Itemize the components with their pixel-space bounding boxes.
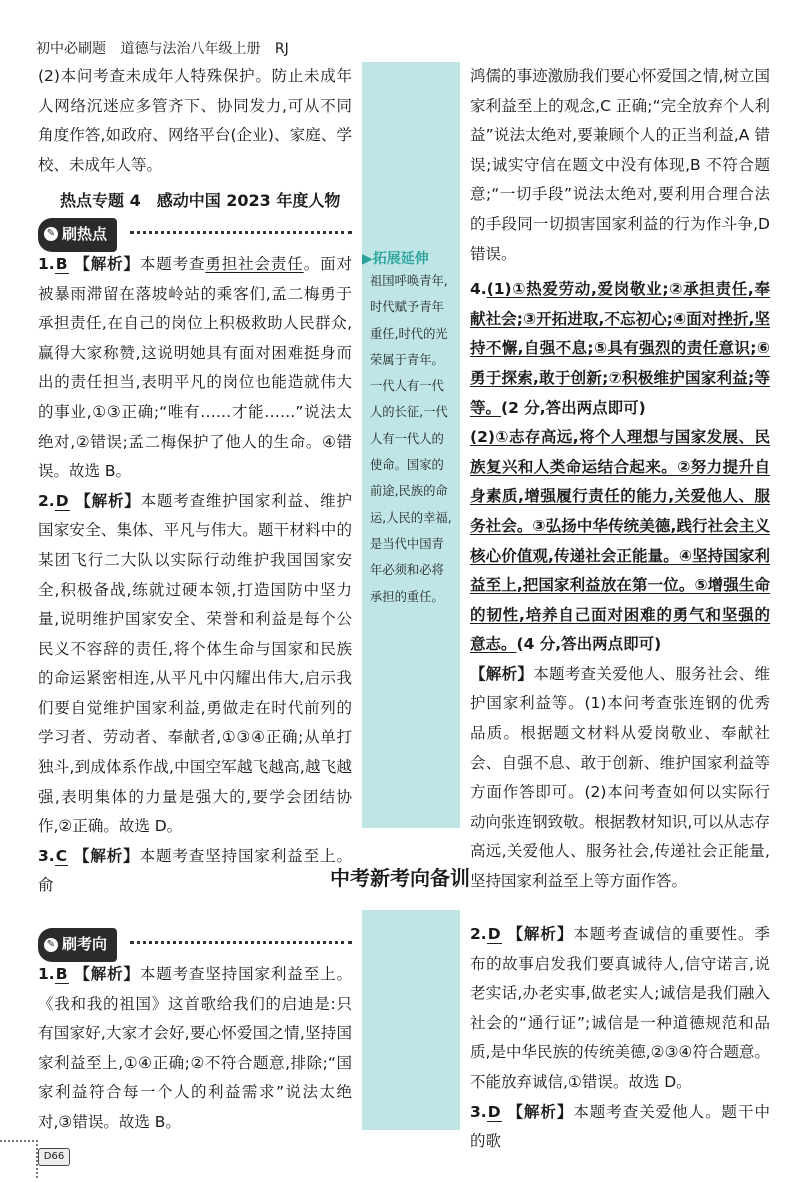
left-column-bottom <box>38 928 352 1138</box>
answer-letter: B <box>55 254 68 273</box>
answer-letter: D <box>487 1102 501 1121</box>
sidebar-text: 祖国呼唤青年,时代赋予青年重任,时代的光荣属于青年。一代人有一代人的长征,一代人有一代人的使命。国家的前途,民族的命运,人民的幸福,是当代中国青年必须和必将承担的重任。 <box>370 274 452 604</box>
trend-badge-label: 刷考向 <box>62 935 108 953</box>
book-name: 初中必刷题 <box>36 41 106 57</box>
sidebar-extension <box>362 248 460 610</box>
right-column-bottom <box>470 920 770 1157</box>
answer-letter: C <box>55 846 68 865</box>
pencil-icon: ✎ <box>44 938 58 952</box>
edition-label: RJ <box>274 41 289 57</box>
left-column-top <box>38 62 352 901</box>
q3-continuation: 鸿儒的事迹激励我们要心怀爱国之情,树立国家利益至上的观念,C 正确;“完全放弃个人利益”说法太绝对,要兼顾个人的正当利益,A 错误;诚实守信在题文中没有体现,B 不符合题意;“一切手段”说法太绝对,要利用合理合法的手段同一切损害国家利益的行为作斗争,D 错误。 <box>470 67 770 263</box>
question-4: 4.(1)①热爱劳动,爱岗敬业;②承担责任,奉献社会;③开拓进取,不忘初心;④面对挫折,坚持不懈,自强不息;⑤具有强烈的责任意识;⑥勇于探索,敢于创新;⑦积极维护国家利益;等等。(2 分,答出两点即可) <box>470 280 770 417</box>
answer-letter: B <box>55 965 68 983</box>
corner-decoration <box>0 1140 38 1178</box>
sidebar-title: 拓展延伸 <box>372 251 429 267</box>
intro-paragraph: (2)本问考查未成年人特殊保护。防止未成年人网络沉迷应多管齐下、协同发力,可从不同角度作答,如政府、网络平台(企业)、家庭、学校、未成年人等。 <box>38 67 352 174</box>
sidebar-bottom-bg <box>362 910 460 1130</box>
question-3: 3.D 【解析】本题考查关爱他人。题干中的歌 <box>470 1102 770 1151</box>
question-2: 2.D 【解析】本题考查诚信的重要性。季布的故事启发我们要真诚待人,信守诺言,说老实话,办老实事,做老实人;诚信是我们融入社会的“通行证”;诚信是一种道德规范和品质,是中华民族的传统美德,②③④符合题意。不能放弃诚信,①错误。故选 D。 <box>470 925 770 1091</box>
question-2: 2.D 【解析】本题考查维护国家利益、维护国家安全、集体、平凡与伟大。题干材料中的某团飞行二大队以实际行动维护我国国家安全,积极备战,练就过硬本领,打造国防中坚力量,说明维护国家安全、荣誉和利益是每个公民义不容辞的责任,将个体生命与国家和民族的命运紧密相连,从平凡中闪耀出伟大,启示我们要自觉维护国家利益,勇做走在时代前列的学习者、劳动者、奉献者,①③④正确;从单打独斗,到成体系作战,中国空军越飞越高,越飞越强,表明集体的力量是强大的,要学会团结协作,②正确。故选 D。 <box>38 491 352 836</box>
dotted-divider <box>130 941 352 944</box>
page-header <box>36 38 289 58</box>
hot-badge <box>38 218 117 252</box>
topic-title: 热点专题 4 感动中国 2023 年度人物 <box>60 191 341 211</box>
question-1: 1.B 【解析】本题考查坚持国家利益至上。《我和我的祖国》这首歌给我们的启迪是:只有国家好,大家才会好,要心怀爱国之情,坚持国家利益至上,①④正确;②不符合题意,排除;“国家利益符合每一个人的利益需求”说法太绝对,③错误。故选 B。 <box>38 965 352 1131</box>
trend-badge <box>38 928 117 962</box>
question-3: 3.C 【解析】本题考查坚持国家利益至上。俞 <box>38 846 352 895</box>
answer-letter: D <box>487 925 501 943</box>
pencil-icon: ✎ <box>44 227 58 241</box>
dotted-divider <box>130 231 352 234</box>
hot-badge-label: 刷热点 <box>62 224 108 243</box>
subject-name: 道德与法治八年级上册 <box>120 41 261 57</box>
page-number: D66 <box>38 1148 70 1166</box>
question-4-explanation: 【解析】本题考查关爱他人、服务社会、维护国家利益等。(1)本问考查张连钢的优秀品质。根据题文材料从爱岗敬业、奉献社会、自强不息、敢于创新、维护国家利益等方面作答即可。(2)本问考查如何以实际行动向张连钢致敬。根据教材知识,可以从志存高远,关爱他人、服务社会,传递社会正能量,坚持国家利益至上等方面作答。 <box>470 664 770 891</box>
question-4-part-2: (2)①志存高远,将个人理想与国家发展、民族复兴和人类命运结合起来。②努力提升自身素质,增强履行责任的能力,关爱他人、服务社会。③弘扬中华传统美德,践行社会主义核心价值观,传递社会正能量。④坚持国家利益至上,把国家利益放在第一位。⑤增强生命的韧性,培养自己面对困难的勇气和坚强的意志。(4 分,答出两点即可) <box>470 428 770 654</box>
question-1: 1.B 【解析】本题考查勇担社会责任。面对被暴雨滞留在落坡岭站的乘客们,孟二梅勇于承担责任,在自己的岗位上积极救助人民群众,赢得大家称赞,这说明她具有面对困难挺身而出的责任担当,表明平凡的岗位也能造就伟大的事业,①③正确;“唯有……才能……”说法太绝对,②错误;孟二梅保护了他人的生命。④错误。故选 B。 <box>38 254 352 481</box>
answer-letter: D <box>55 491 69 510</box>
triangle-icon: ▶ <box>362 251 373 267</box>
right-column-top <box>470 62 770 897</box>
section-title: 中考新考向备训 <box>330 866 470 890</box>
